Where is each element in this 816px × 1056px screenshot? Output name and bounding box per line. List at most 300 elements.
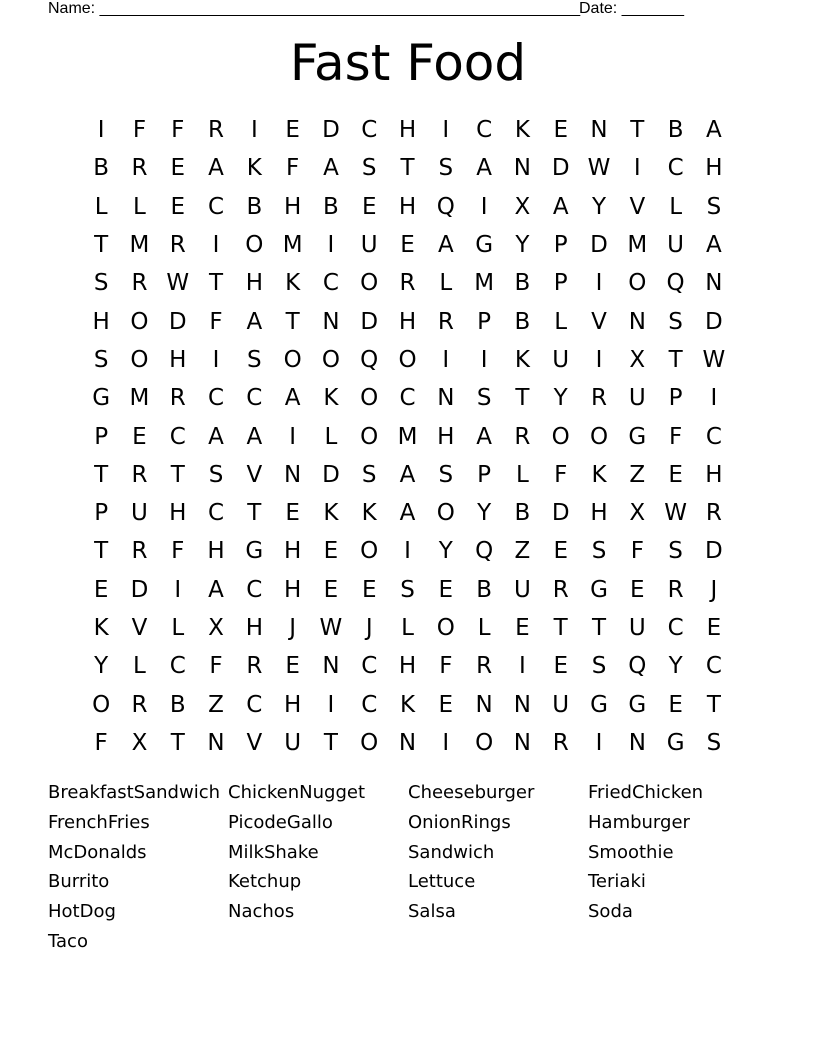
grid-letter: F [171, 117, 185, 144]
grid-letter: O [551, 423, 570, 450]
grid-letter: V [246, 461, 263, 488]
grid-letter: F [554, 461, 568, 488]
grid-row [82, 532, 734, 570]
grid-letter: A [476, 423, 492, 450]
grid-letter: G [628, 423, 647, 450]
grid-letter: E [285, 653, 300, 680]
grid-letter: D [130, 576, 149, 603]
grid-letter: E [361, 576, 377, 603]
grid-letter: H [437, 423, 455, 450]
grid-letter: R [399, 270, 416, 297]
grid-letter: F [668, 423, 683, 450]
word-list-item: Nachos [228, 901, 295, 923]
grid-letter: E [170, 155, 186, 182]
grid-row [82, 341, 734, 379]
grid-letter: O [360, 385, 379, 412]
grid-letter: X [208, 615, 224, 641]
grid-letter: A [323, 155, 339, 182]
grid-letter: F [209, 653, 223, 680]
grid-letter: N [628, 308, 646, 335]
grid-letter: H [398, 193, 417, 220]
grid-letter: C [361, 653, 378, 680]
grid-letter: R [169, 385, 186, 412]
grid-letter: D [322, 461, 340, 488]
grid-letter: A [284, 385, 301, 412]
grid-letter: H [92, 308, 110, 335]
grid-letter: O [245, 232, 264, 259]
grid-letter: U [628, 615, 646, 641]
word-list-item: Salsa [408, 901, 456, 923]
grid-letter: T [94, 538, 109, 565]
grid-letter: I [289, 423, 297, 450]
grid-letter: D [551, 500, 570, 527]
grid-row [82, 379, 734, 417]
word-list-item: Lettuce [408, 871, 476, 893]
grid-letter: L [401, 615, 414, 641]
grid-letter: E [553, 538, 568, 565]
grid-letter: G [92, 385, 111, 412]
grid-row [82, 571, 734, 609]
grid-letter: N [705, 270, 723, 297]
header-fields [48, 0, 748, 20]
grid-letter: K [399, 691, 416, 718]
grid-letter: N [513, 729, 532, 756]
grid-letter: O [360, 423, 379, 450]
grid-letter: L [133, 193, 146, 220]
grid-letter: D [590, 232, 608, 259]
grid-letter: A [208, 155, 224, 182]
grid-letter: N [513, 155, 532, 182]
grid-letter: I [480, 346, 488, 373]
grid-letter: F [209, 308, 223, 335]
grid-letter: U [513, 576, 531, 603]
grid-letter: K [591, 461, 607, 488]
grid-letter: F [94, 729, 108, 756]
grid-letter: W [702, 346, 726, 373]
grid-letter: D [360, 308, 379, 335]
grid-letter: U [552, 691, 570, 718]
grid-letter: O [360, 729, 379, 756]
grid-letter: R [552, 576, 569, 603]
name-field: Name: ______________________________________________________ [48, 0, 581, 17]
grid-letter: S [400, 576, 415, 603]
grid-letter: E [170, 193, 186, 220]
grid-letter: K [514, 117, 530, 144]
grid-letter: C [361, 691, 378, 718]
grid-letter: E [553, 653, 568, 680]
grid-letter: V [591, 308, 607, 335]
grid-letter: S [591, 653, 607, 680]
grid-letter: M [474, 270, 495, 297]
grid-row [82, 226, 734, 264]
grid-letter: I [710, 385, 718, 412]
grid-letter: H [169, 346, 187, 373]
grid-letter: O [130, 346, 149, 373]
grid-letter: L [516, 461, 529, 488]
grid-letter: C [169, 653, 186, 680]
grid-letter: U [552, 346, 570, 373]
grid-letter: O [589, 423, 609, 450]
grid-row [82, 685, 734, 723]
grid-letter: T [94, 461, 109, 488]
grid-letter: H [705, 155, 723, 182]
grid-letter: W [664, 500, 687, 527]
grid-letter: K [514, 346, 530, 373]
grid-letter: R [667, 576, 684, 603]
word-list-item: Burrito [48, 871, 110, 893]
word-list-item: McDonalds [48, 841, 147, 863]
grid-letter: S [668, 538, 683, 565]
grid-letter: R [591, 385, 607, 412]
grid-letter: I [442, 117, 450, 144]
grid-letter: K [93, 615, 109, 641]
grid-letter: O [398, 346, 417, 373]
grid-letter: T [591, 615, 607, 641]
grid-letter: O [321, 346, 340, 373]
grid-letter: P [477, 461, 492, 488]
word-list-item: Taco [48, 930, 88, 952]
word-list-item: BreakfastSandwich [48, 782, 221, 803]
grid-letter: E [132, 423, 147, 450]
grid-letter: H [207, 538, 225, 565]
grid-letter: Y [477, 500, 492, 527]
grid-letter: H [283, 576, 302, 603]
grid-letter: S [438, 461, 454, 488]
grid-letter: B [323, 193, 339, 220]
grid-letter: N [475, 691, 493, 718]
grid-letter: Q [360, 346, 379, 373]
grid-letter: Y [553, 385, 568, 412]
grid-letter: E [285, 117, 300, 144]
grid-letter: R [514, 423, 531, 450]
grid-letter: L [171, 615, 185, 641]
grid-letter: P [668, 385, 683, 412]
grid-letter: C [169, 423, 186, 450]
grid-letter: R [169, 232, 186, 259]
grid-letter: S [591, 538, 607, 565]
grid-row [82, 149, 734, 187]
grid-letter: O [92, 691, 111, 718]
grid-letter: R [437, 308, 454, 335]
grid-letter: H [169, 500, 187, 527]
word-list-item: Sandwich [408, 841, 495, 863]
grid-letter: Z [629, 461, 646, 488]
grid-letter: Y [515, 232, 530, 259]
grid-letter: N [628, 729, 646, 756]
grid-letter: B [93, 155, 110, 182]
grid-letter: S [93, 270, 109, 297]
grid-letter: Q [475, 538, 494, 565]
word-list-item: FrenchFries [48, 811, 150, 833]
grid-letter: D [322, 117, 340, 144]
grid-letter: G [590, 576, 608, 603]
grid-letter: Z [514, 538, 531, 565]
grid-letter: Q [628, 653, 647, 680]
word-list-item: Soda [588, 901, 633, 923]
grid-letter: C [476, 117, 493, 144]
grid-letter: K [323, 500, 339, 527]
grid-letter: F [171, 538, 185, 565]
grid-letter: K [285, 270, 301, 297]
grid-letter: Y [668, 653, 683, 680]
grid-letter: P [553, 232, 568, 259]
grid-letter: X [629, 500, 646, 527]
word-list-item: HotDog [48, 901, 116, 923]
grid-letter: T [400, 155, 415, 182]
grid-letter: P [477, 308, 492, 335]
grid-letter: W [587, 155, 611, 182]
grid-letter: L [669, 193, 683, 220]
grid-letter: I [250, 117, 258, 144]
grid-row [82, 724, 734, 762]
grid-letter: E [438, 691, 454, 718]
grid-letter: Y [591, 193, 607, 220]
grid-letter: C [208, 500, 225, 527]
grid-letter: D [168, 308, 187, 335]
grid-letter: T [285, 308, 300, 335]
grid-letter: F [286, 155, 300, 182]
grid-letter: E [93, 576, 109, 603]
grid-letter: U [284, 729, 302, 756]
grid-letter: H [590, 500, 608, 527]
grid-letter: Y [438, 538, 453, 565]
grid-row [82, 609, 734, 647]
grid-letter: C [246, 576, 263, 603]
grid-letter: G [590, 691, 608, 718]
grid-letter: N [322, 653, 340, 680]
grid-letter: E [323, 538, 339, 565]
grid-letter: W [319, 615, 343, 641]
grid-letter: C [246, 691, 263, 718]
grid-letter: I [519, 653, 526, 680]
grid-letter: O [360, 538, 379, 565]
word-list-item: Hamburger [588, 811, 690, 833]
grid-letter: S [208, 461, 224, 488]
grid-letter: G [666, 729, 685, 756]
grid-letter: G [245, 538, 264, 565]
word-list-item: FriedChicken [588, 782, 704, 803]
grid-letter: A [246, 308, 263, 335]
grid-letter: L [133, 653, 146, 680]
grid-letter: T [630, 117, 645, 144]
grid-letter: S [706, 193, 722, 220]
grid-letter: N [513, 691, 532, 718]
grid-letter: S [668, 308, 683, 335]
grid-letter: A [476, 155, 492, 182]
grid-letter: C [246, 385, 263, 412]
grid-letter: I [595, 270, 603, 297]
date-field: Date: _______ [579, 0, 684, 17]
grid-letter: T [247, 500, 262, 527]
grid-letter: I [633, 155, 641, 182]
grid-letter: T [209, 270, 224, 297]
grid-letter: F [439, 653, 453, 680]
grid-letter: K [361, 500, 377, 527]
grid-letter: E [438, 576, 454, 603]
grid-letter: R [131, 461, 148, 488]
grid-letter: B [169, 691, 186, 718]
grid-letter: T [94, 232, 109, 259]
grid-letter: H [283, 193, 302, 220]
grid-row [82, 647, 734, 685]
grid-letter: T [515, 385, 530, 412]
grid-letter: R [131, 155, 148, 182]
grid-letter: E [285, 500, 300, 527]
grid-letter: F [132, 117, 147, 144]
grid-letter: E [668, 461, 683, 488]
grid-letter: I [404, 538, 411, 565]
grid-letter: E [515, 615, 530, 641]
grid-letter: R [131, 691, 148, 718]
grid-letter: U [628, 385, 646, 412]
grid-letter: I [212, 232, 220, 259]
grid-letter: H [705, 461, 723, 488]
grid-letter: H [398, 653, 417, 680]
grid-letter: H [398, 308, 417, 335]
grid-letter: Z [208, 691, 224, 718]
grid-letter: P [94, 423, 109, 450]
grid-letter: J [710, 576, 718, 603]
grid-letter: C [208, 193, 225, 220]
grid-letter: T [170, 461, 185, 488]
grid-letter: S [361, 155, 377, 182]
grid-letter: A [208, 423, 224, 450]
grid-letter: R [246, 653, 263, 680]
grid-letter: G [475, 232, 494, 259]
word-list-item: Smoothie [588, 841, 674, 863]
grid-letter: M [129, 385, 150, 412]
grid-letter: H [283, 691, 302, 718]
grid-letter: O [283, 346, 302, 373]
word-list-item: Teriaki [588, 871, 646, 893]
grid-letter: A [208, 576, 224, 603]
grid-letter: T [706, 691, 721, 718]
grid-letter: D [705, 538, 723, 565]
grid-letter: O [436, 615, 455, 641]
grid-letter: T [170, 729, 185, 756]
grid-letter: H [398, 117, 417, 144]
grid-letter: I [480, 193, 488, 220]
grid-letter: K [323, 385, 339, 412]
grid-letter: I [174, 576, 182, 603]
grid-letter: A [399, 461, 416, 488]
grid-letter: E [630, 576, 645, 603]
grid-letter: S [438, 155, 454, 182]
grid-letter: N [207, 729, 225, 756]
grid-letter: S [476, 385, 492, 412]
grid-letter: L [94, 193, 108, 220]
grid-letter: B [514, 500, 531, 527]
grid-letter: N [398, 729, 417, 756]
grid-letter: N [590, 117, 608, 144]
word-list-item: PicodeGallo [228, 811, 333, 833]
word-list-item: Ketchup [228, 871, 302, 893]
grid-letter: O [436, 500, 455, 527]
grid-letter: I [327, 232, 335, 259]
grid-letter: B [246, 193, 263, 220]
grid-letter: C [399, 385, 416, 412]
grid-letter: C [322, 270, 339, 297]
grid-letter: M [397, 423, 418, 450]
grid-letter: R [476, 653, 493, 680]
grid-letter: D [551, 155, 570, 182]
grid-letter: B [514, 308, 531, 335]
grid-letter: L [554, 308, 568, 335]
word-list-item: OnionRings [408, 811, 511, 833]
grid-letter: M [627, 232, 648, 259]
grid-letter: L [324, 423, 338, 450]
grid-letter: E [361, 193, 377, 220]
grid-letter: X [629, 346, 646, 373]
grid-letter: H [245, 615, 263, 641]
grid-letter: T [553, 615, 568, 641]
grid-letter: L [477, 615, 491, 641]
grid-letter: S [361, 461, 377, 488]
grid-letter: A [399, 500, 416, 527]
page-title: Fast Food [289, 34, 527, 92]
grid-letter: I [327, 691, 335, 718]
word-list-item: ChickenNugget [228, 782, 365, 803]
grid-letter: N [437, 385, 455, 412]
grid-letter: I [442, 729, 450, 756]
grid-letter: B [514, 270, 531, 297]
grid-letter: A [552, 193, 569, 220]
grid-letter: N [284, 461, 302, 488]
grid-letter: F [630, 538, 644, 565]
grid-letter: U [667, 232, 685, 259]
grid-letter: Q [436, 193, 455, 220]
grid-letter: X [514, 193, 531, 220]
grid-letter: U [360, 232, 378, 259]
grid-letter: I [97, 117, 105, 144]
grid-letter: O [360, 270, 379, 297]
grid-letter: R [208, 117, 225, 144]
grid-letter: O [130, 308, 149, 335]
grid-letter: E [400, 232, 415, 259]
grid-letter: T [668, 346, 683, 373]
grid-letter: A [246, 423, 263, 450]
grid-letter: P [553, 270, 568, 297]
grid-letter: H [245, 270, 263, 297]
grid-letter: E [706, 615, 722, 641]
grid-letter: R [131, 538, 148, 565]
word-list-item: Cheeseburger [408, 782, 535, 803]
grid-letter: H [283, 538, 302, 565]
grid-letter: A [706, 117, 722, 144]
grid-letter: R [131, 270, 148, 297]
grid-letter: V [629, 193, 646, 220]
grid-letter: K [246, 155, 262, 182]
grid-letter: Y [94, 653, 109, 680]
grid-letter: T [323, 729, 338, 756]
grid-row [82, 494, 734, 532]
grid-letter: N [322, 308, 340, 335]
grid-row [82, 111, 734, 149]
grid-letter: S [706, 729, 722, 756]
grid-letter: B [667, 117, 684, 144]
grid-letter: O [628, 270, 647, 297]
grid-letter: E [323, 576, 339, 603]
grid-letter: U [131, 500, 148, 527]
grid-row [82, 417, 734, 455]
grid-letter: Q [666, 270, 685, 297]
grid-letter: D [705, 308, 723, 335]
word-list [48, 778, 768, 957]
grid-letter: C [667, 155, 684, 182]
grid-letter: C [705, 653, 722, 680]
grid-letter: C [208, 385, 225, 412]
grid-letter: E [668, 691, 683, 718]
